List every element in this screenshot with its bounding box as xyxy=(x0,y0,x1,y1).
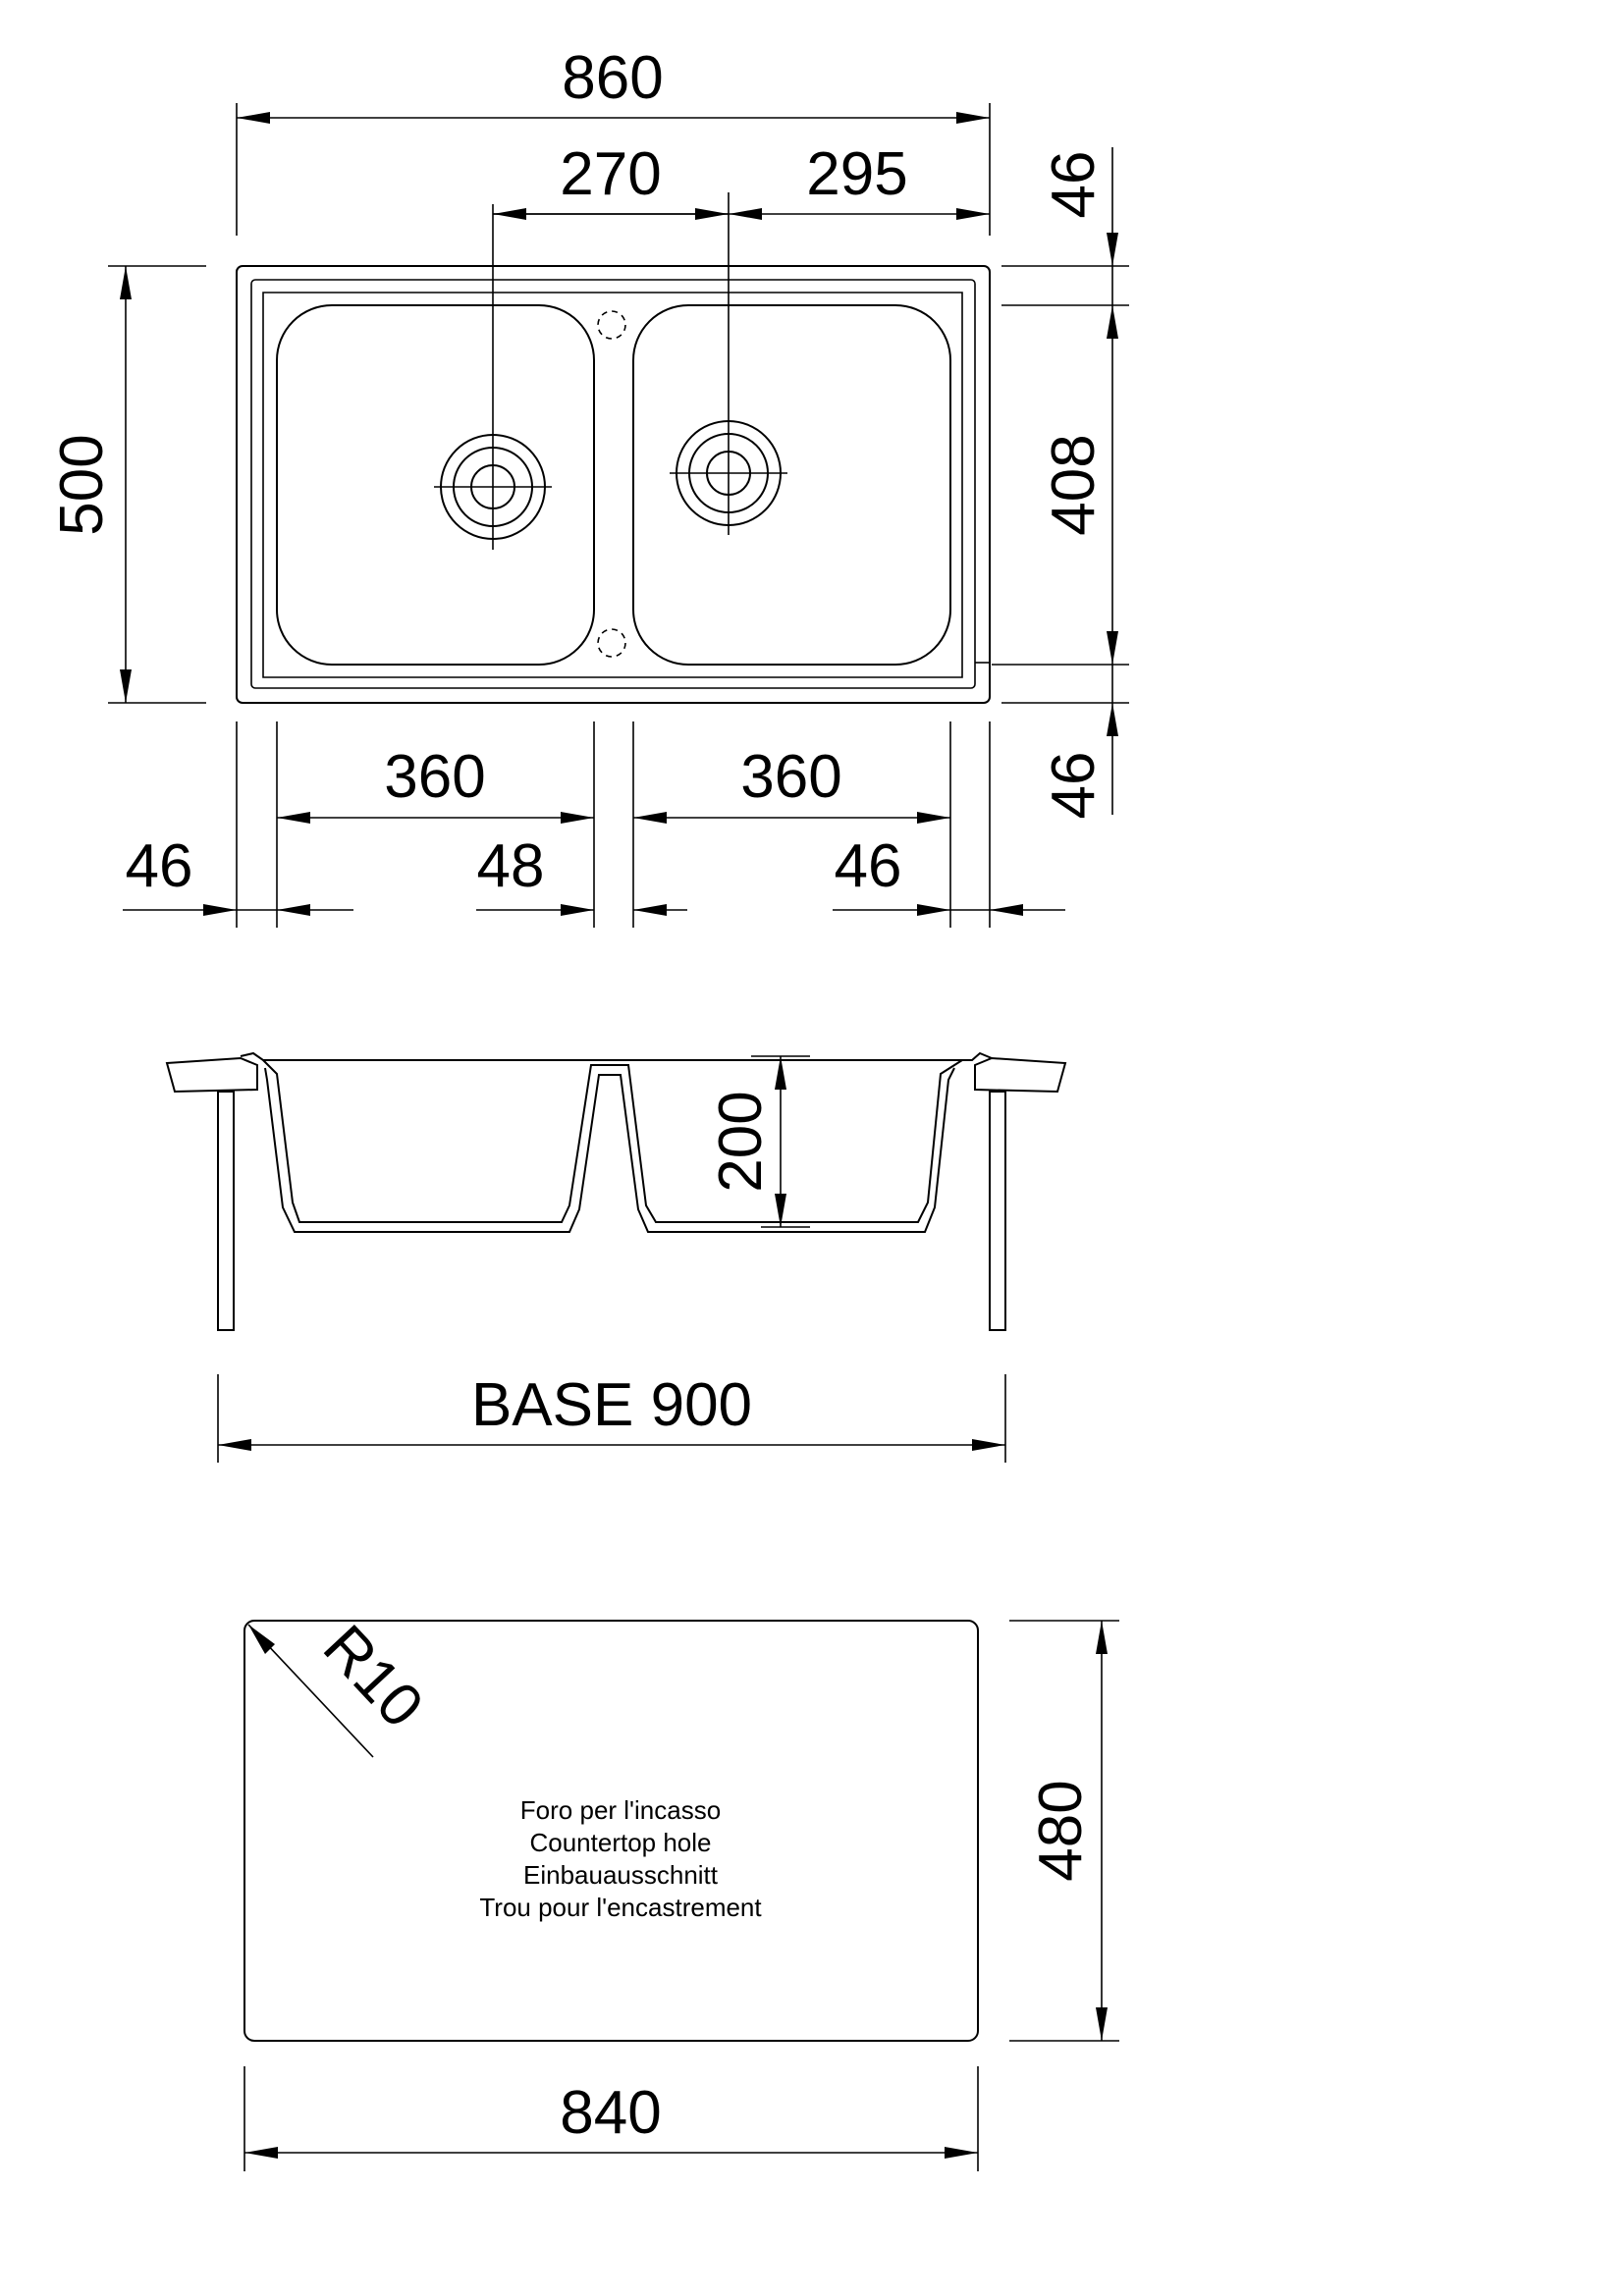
sink-profile-outer xyxy=(241,1053,992,1222)
note-german: Einbauausschnitt xyxy=(522,1860,719,1890)
dim-overall-width: 860 xyxy=(562,44,664,112)
section-view xyxy=(167,1053,1065,1463)
dim-drain-right: 295 xyxy=(806,140,908,208)
dim-rim-right: 46 xyxy=(834,832,902,900)
tap-hole-top xyxy=(598,311,625,339)
dim-bowl-depth: 408 xyxy=(1040,434,1108,536)
right-bowl xyxy=(633,305,950,665)
base-label: BASE 900 xyxy=(470,1371,753,1439)
dim-rim-bottom: 46 xyxy=(1040,751,1108,820)
dim-cutout-height: 480 xyxy=(1027,1780,1095,1882)
dim-bowl-right-width: 360 xyxy=(740,743,842,811)
dim-bowl-left-width: 360 xyxy=(384,743,486,811)
note-french: Trou pour l'encastrement xyxy=(479,1893,762,1922)
left-bowl xyxy=(277,305,594,665)
radius-label: R10 xyxy=(309,1612,437,1741)
support-leg-left xyxy=(218,1092,234,1330)
note-english: Countertop hole xyxy=(529,1828,712,1857)
dim-rim-left: 46 xyxy=(125,832,193,900)
dim-overall-depth: 500 xyxy=(48,434,116,536)
support-leg-right xyxy=(990,1092,1005,1330)
right-drain xyxy=(670,192,787,535)
tap-hole-bottom xyxy=(598,629,625,657)
dim-drain-left: 270 xyxy=(560,140,662,208)
left-drain xyxy=(434,204,552,550)
sink-inner-rim xyxy=(251,280,975,688)
cutout-view xyxy=(244,1613,1119,2171)
top-view xyxy=(48,44,1129,928)
dim-cutout-width: 840 xyxy=(560,2079,662,2147)
sink-profile-inner xyxy=(265,1068,954,1232)
sink-outer-rim xyxy=(237,266,990,703)
dim-rim-top: 46 xyxy=(1040,150,1108,219)
dim-divider: 48 xyxy=(476,832,545,900)
countertop-right xyxy=(975,1058,1065,1092)
sink-inner-rim-step xyxy=(263,293,962,677)
dim-bowl-height: 200 xyxy=(707,1091,775,1193)
note-italian: Foro per l'incasso xyxy=(519,1795,722,1825)
countertop-left xyxy=(167,1058,257,1092)
